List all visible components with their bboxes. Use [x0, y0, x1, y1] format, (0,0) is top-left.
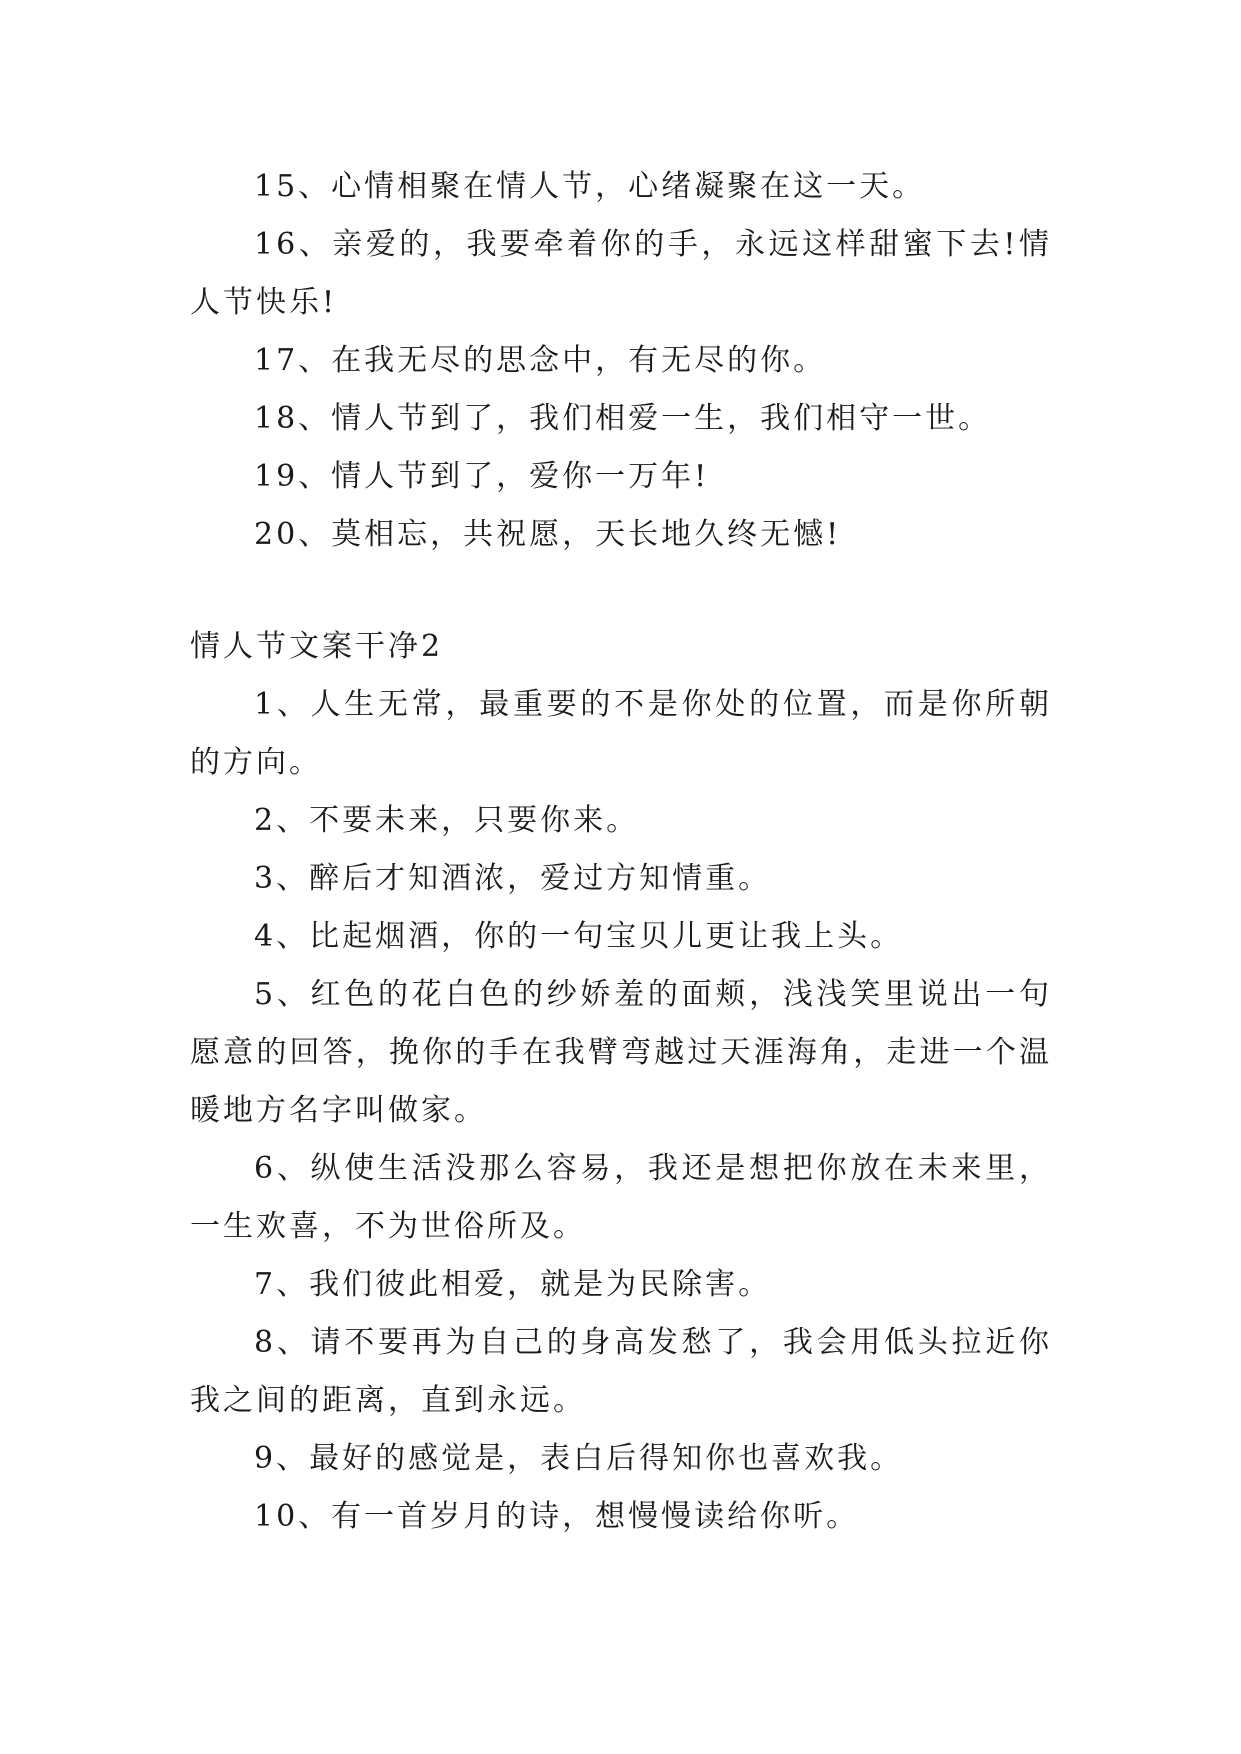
paragraph: 6、纵使生活没那么容易，我还是想把你放在未来里，一生欢喜，不为世俗所及。 — [190, 1151, 1052, 1244]
paragraph: 8、请不要再为自己的身高发愁了，我会用低头拉近你我之间的距离，直到永远。 — [190, 1325, 1052, 1418]
paragraph: 2、不要未来，只要你来。 — [254, 803, 640, 838]
paragraph: 5、红色的花白色的纱娇羞的面颊，浅浅笑里说出一句愿意的回答，挽你的手在我臂弯越过天涯海角，走进一个温暖地方名字叫做家。 — [190, 977, 1052, 1128]
paragraph: 19、情人节到了，爱你一万年! — [254, 459, 710, 494]
paragraph: 3、醉后才知酒浓，爱过方知情重。 — [254, 861, 772, 896]
paragraph: 17、在我无尽的思念中，有无尽的你。 — [254, 343, 827, 378]
paragraph: 16、亲爱的，我要牵着你的手，永远这样甜蜜下去!情人节快乐! — [190, 227, 1052, 320]
paragraph: 20、莫相忘，共祝愿，天长地久终无憾! — [254, 517, 842, 552]
paragraph: 9、最好的感觉是，表白后得知你也喜欢我。 — [254, 1441, 904, 1476]
document-page — [190, 158, 1052, 1546]
paragraph: 7、我们彼此相爱，就是为民除害。 — [254, 1267, 772, 1302]
paragraph: 1、人生无常，最重要的不是你处的位置，而是你所朝的方向。 — [190, 687, 1052, 780]
paragraph: 18、情人节到了，我们相爱一生，我们相守一世。 — [254, 401, 992, 436]
paragraph: 10、有一首岁月的诗，想慢慢读给你听。 — [254, 1499, 860, 1534]
paragraph: 15、心情相聚在情人节，心绪凝聚在这一天。 — [254, 169, 926, 204]
paragraph: 4、比起烟酒，你的一句宝贝儿更让我上头。 — [254, 919, 904, 954]
section-heading: 情人节文案干净2 — [190, 629, 444, 664]
